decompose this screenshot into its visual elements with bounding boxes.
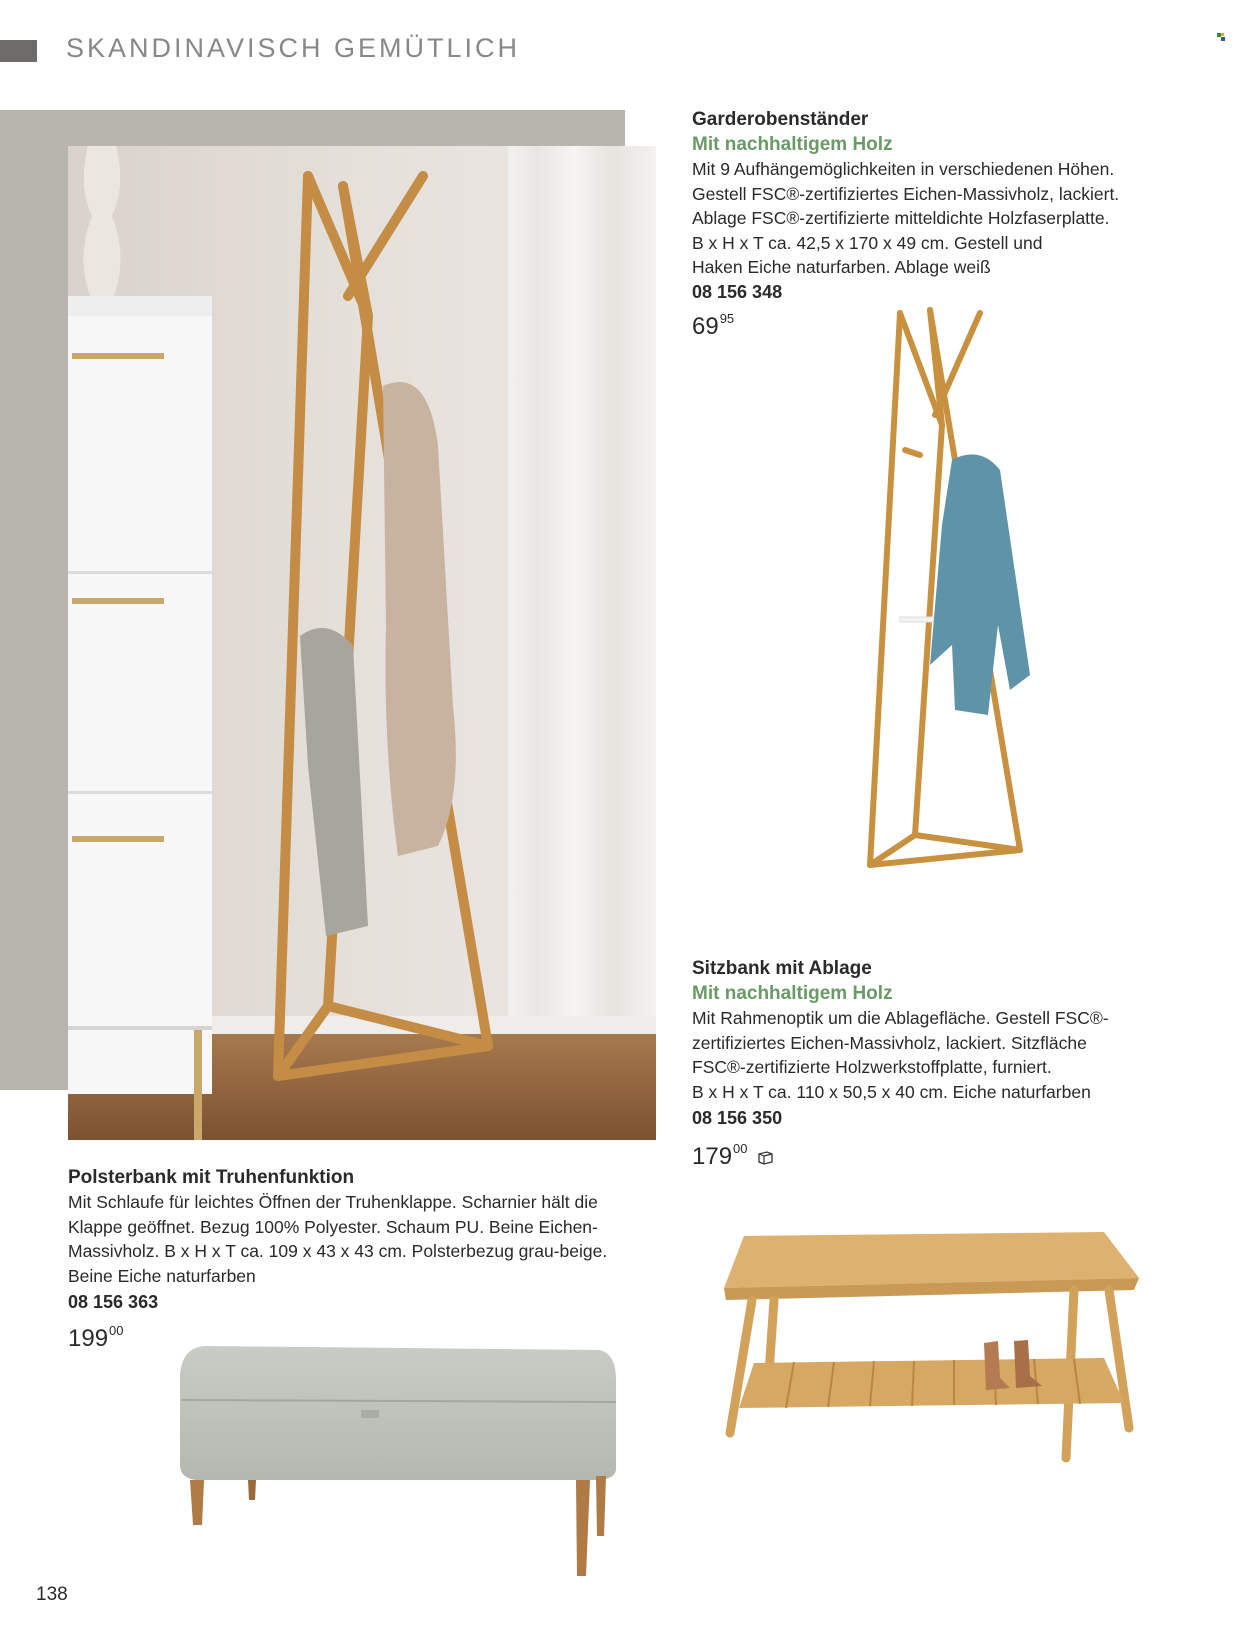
- product-3-description: [68, 1190, 607, 1288]
- description-line: zertifiziertes Eichen-Massivholz, lackiert. Sitzfläche: [692, 1032, 1087, 1053]
- product-2-article-number: 08 156 350: [692, 1108, 783, 1128]
- price-main: 179: [692, 1143, 733, 1170]
- product-1-subtitle: Mit nachhaltigem Holz: [692, 134, 893, 155]
- product-3-title: Polsterbank mit Truhenfunktion: [68, 1167, 355, 1188]
- product-2-title: Sitzbank mit Ablage: [692, 958, 872, 979]
- price-cents: 95: [719, 311, 735, 326]
- lifestyle-photo: [68, 146, 656, 1140]
- product-1-description: [692, 157, 1119, 280]
- header-accent-bar: [0, 40, 37, 62]
- price-main: 69: [692, 313, 719, 340]
- description-line: Ablage FSC®-zertifizierte mitteldichte Holzfaserplatte.: [692, 208, 1110, 228]
- description-line: Beine Eiche naturfarben: [68, 1265, 256, 1286]
- page-number: 138: [36, 1584, 68, 1605]
- description-line: Massivholz. B x H x T ca. 109 x 43 x 43 cm. Polsterbezug grau-beige.: [68, 1241, 608, 1261]
- description-line: B x H x T ca. 42,5 x 170 x 49 cm. Gestell und: [692, 232, 1043, 253]
- description-line: FSC®-zertifizierte Holzwerkstoffplatte, furniert.: [692, 1057, 1052, 1077]
- coat-stand-image: [860, 305, 1030, 910]
- product-3-price: [68, 1325, 124, 1353]
- price-cents: 00: [109, 1323, 124, 1338]
- corner-mark-icon: [1216, 32, 1226, 42]
- price-cents: 00: [733, 1141, 748, 1156]
- description-line: Mit Rahmenoptik um die Ablagefläche. Gestell FSC®-: [692, 1008, 1109, 1028]
- product-2-description: [692, 1006, 1109, 1104]
- description-line: Haken Eiche naturfarben. Ablage weiß: [692, 257, 991, 277]
- product-1-title: Garderobenständer: [692, 109, 869, 130]
- upholstered-bench-image: [176, 1340, 622, 1580]
- description-line: B x H x T ca. 110 x 50,5 x 40 cm. Eiche naturfarben: [692, 1081, 1091, 1102]
- product-3-article-number: 08 156 363: [68, 1292, 159, 1312]
- product-1-price: [692, 313, 734, 341]
- product-1-article-number: 08 156 348: [692, 282, 783, 302]
- product-2-subtitle: Mit nachhaltigem Holz: [692, 983, 893, 1004]
- description-line: Gestell FSC®-zertifiziertes Eichen-Massivholz, lackiert.: [692, 183, 1120, 204]
- price-main: 199: [68, 1325, 109, 1352]
- page-header-title: SKANDINAVISCH GEMÜTLICH: [66, 33, 521, 63]
- delivery-box-icon: [756, 1151, 774, 1165]
- description-line: Mit 9 Aufhängemöglichkeiten in verschiedenen Höhen.: [692, 159, 1115, 179]
- shelf-bench-image: [714, 1228, 1144, 1468]
- product-2-price: [692, 1143, 774, 1171]
- description-line: Mit Schlaufe für leichtes Öffnen der Truhenklappe. Scharnier hält die: [68, 1192, 598, 1212]
- description-line: Klappe geöffnet. Bezug 100% Polyester. Schaum PU. Beine Eichen-: [68, 1216, 598, 1237]
